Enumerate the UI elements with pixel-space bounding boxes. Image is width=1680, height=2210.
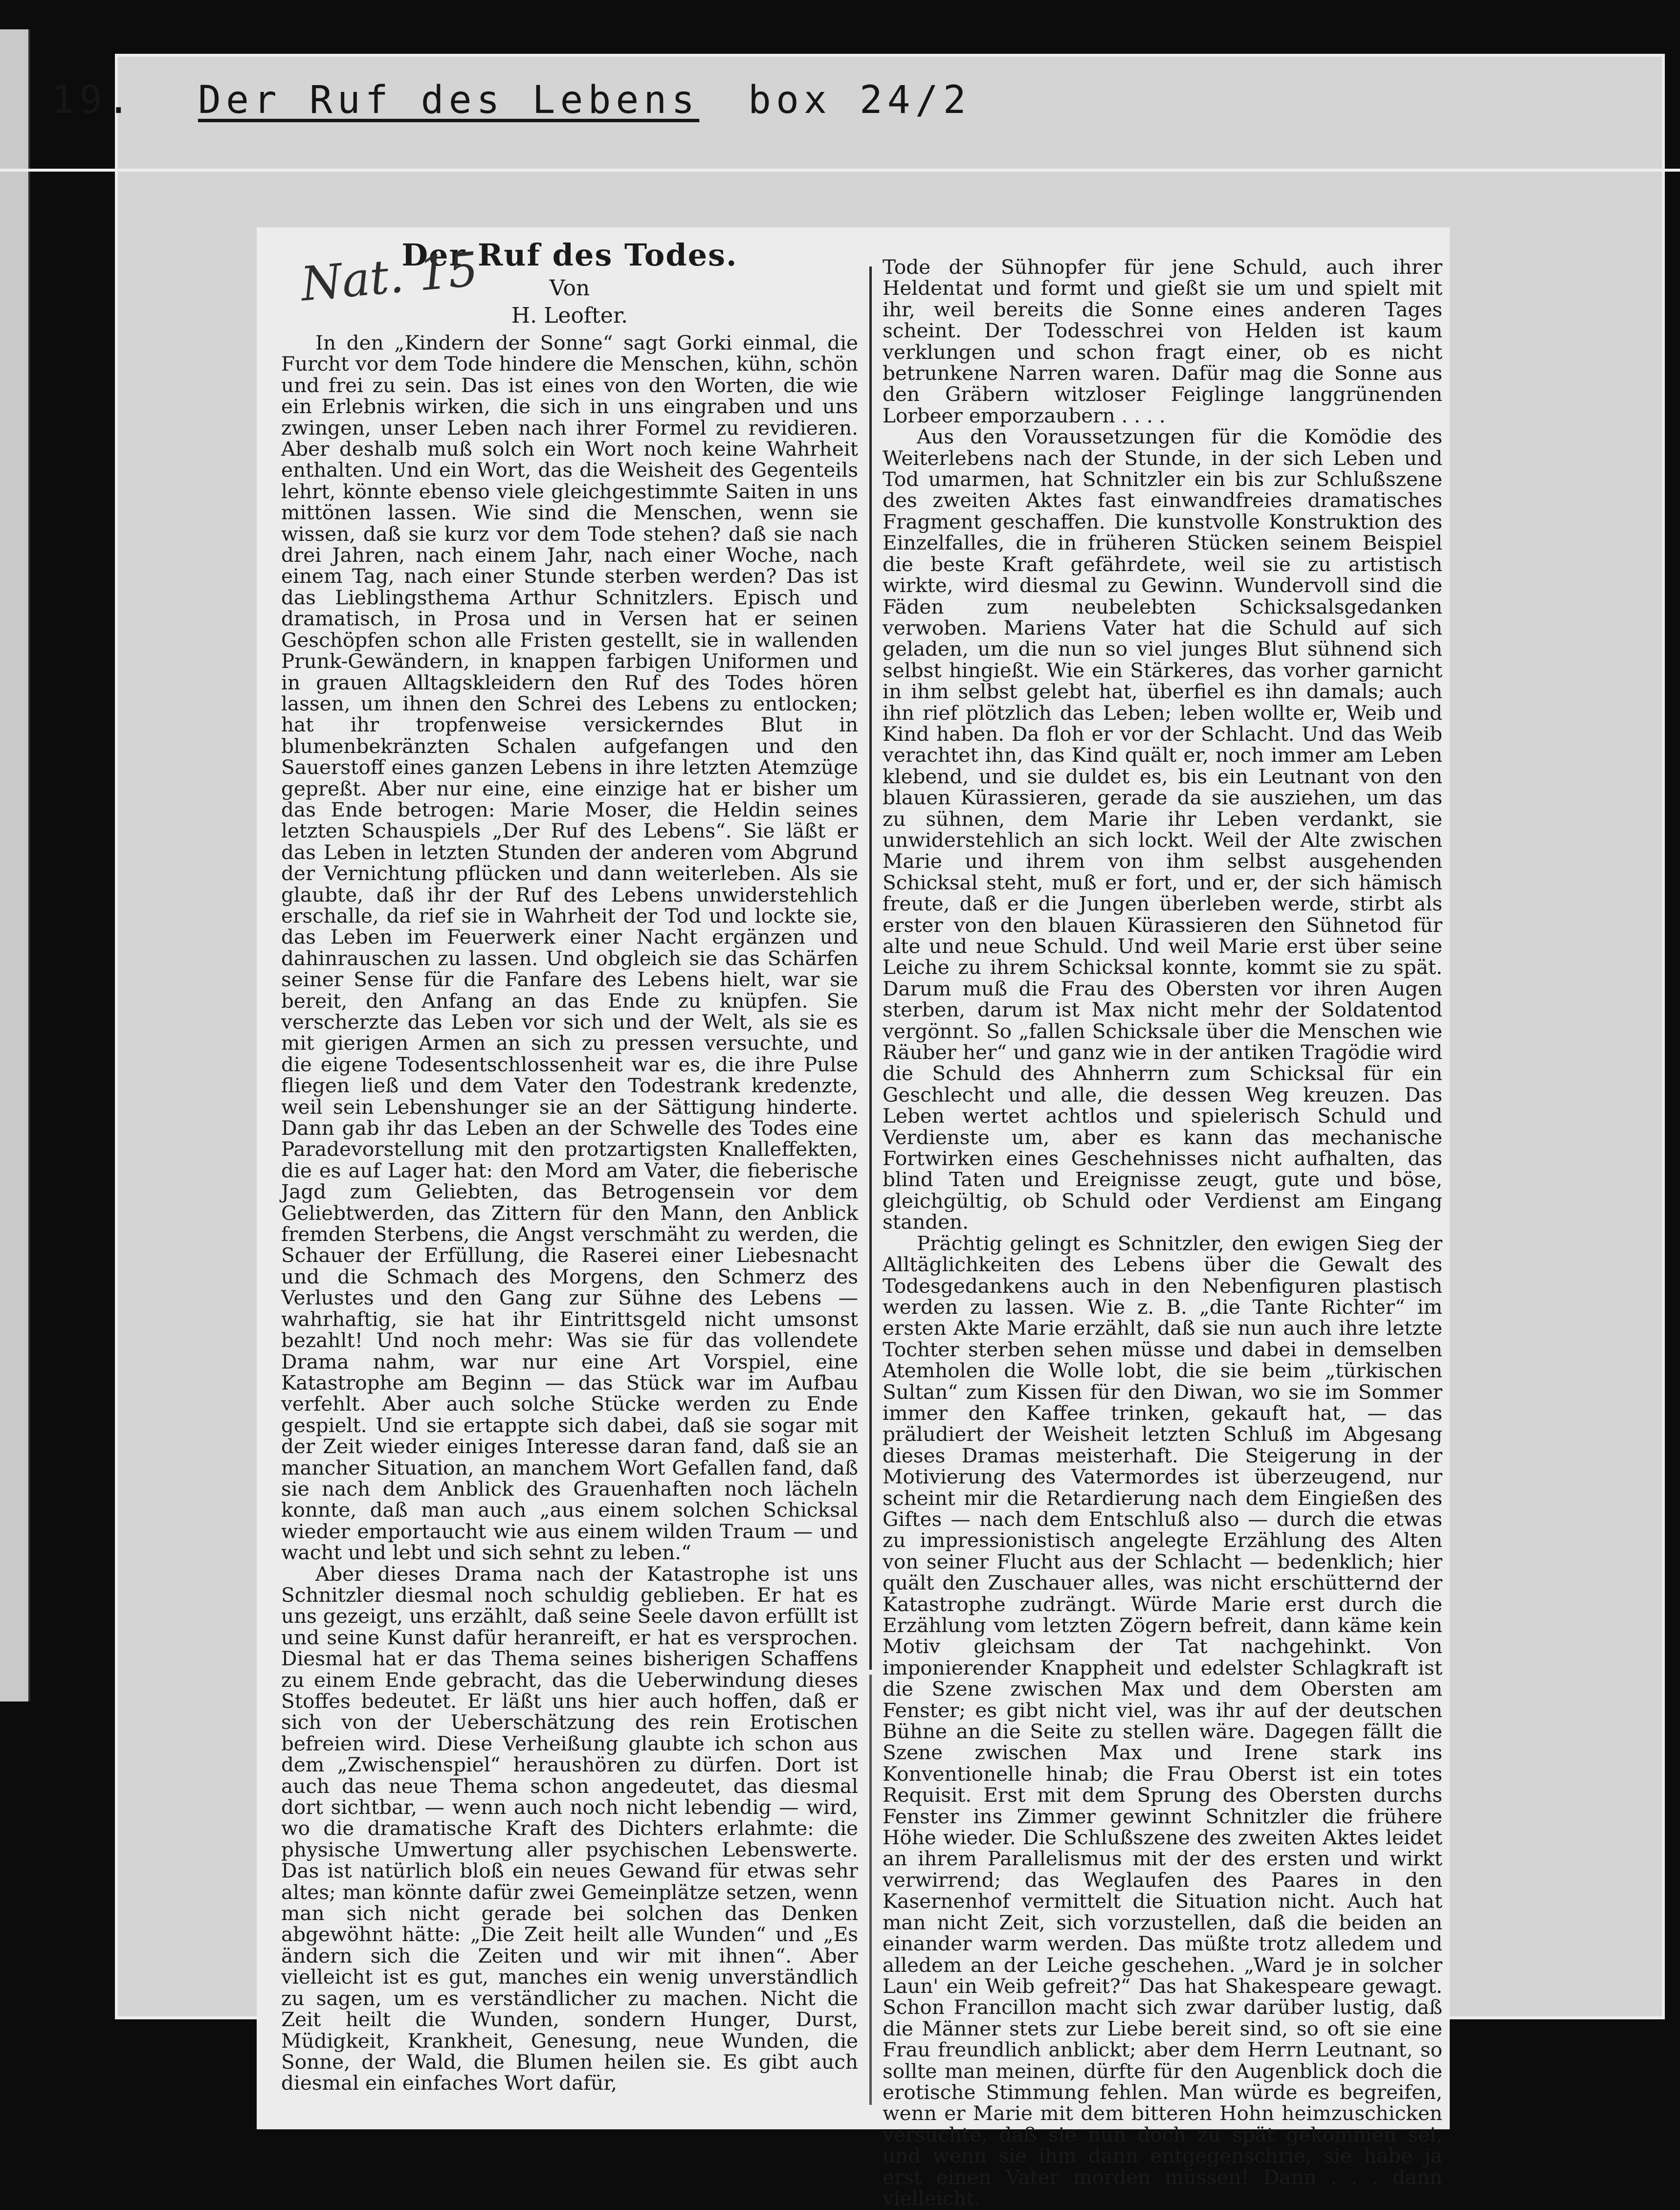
article-column-left: [281, 227, 858, 2115]
handwritten-note: Nat. 15: [298, 242, 481, 312]
article-title: Der Ruf des Todes.: [401, 237, 738, 273]
column-divider: [869, 266, 872, 1670]
article-paragraph: Prächtig gelingt es Schnitzler, den ewigen Sieg der Alltäglichkeiten des Lebens über die Gewalt des Todesgedankens auch in den Nebenfiguren plastisch werden zu lassen. Wie z. B. „die Tante Richter“ im ersten Akte Marie erzählt, daß sie nun auch ihre letzte Tochter sterben sehen müsse und dabei in demselben Atemholen die Wolle lobt, die sie beim „türkischen Sultan“ zum Kissen für den Diwan, wo sie im Sommer immer den Kaffee trinken, gekauft hat, — das präludiert der Weisheit letzten Schluß im Abgesang dieses Dramas meisterhaft. Die Steigerung in der Motivierung des Vatermordes ist überzeugend, nur scheint mir die Retardierung nach dem Eingießen des Giftes — nach dem Entschluß also — durch die etwas zu impressionistisch angelegte Erzählung des Alten von seiner Flucht aus der Schlacht — bedenklich; hier quält den Zuschauer alles, was nicht erschütternd der Katastrophe zudrängt. Würde Marie erst durch die Erzählung vom letzten Zögern befreit, dann käme kein Motiv gleichsam der Tat nachgehinkt. Von imponierender Knappheit und edelster Schlagkraft ist die Szene zwischen Max und dem Obersten am Fenster; es gibt nicht viel, was ihr auf der deutschen Bühne an die Seite zu stellen wäre. Dagegen fällt die Szene zwischen Max und Irene stark ins Konventionelle hinab; die Frau Oberst ist ein totes Requisit. Erst mit dem Sprung des Obersten durchs Fenster ins Zimmer gewinnt Schnitzler die frühere Höhe wieder. Die Schlußszene des zweiten Aktes leidet an ihrem Parallelismus mit der des ersten und wirkt verwirrend; das Weglaufen des Paares in den Kasernenhof vermittelt die Situation nicht. Auch hat man nicht Zeit, sich vorzustellen, daß die beiden an einander warm werden. Das müßte trotz alledem und alledem an der Leiche geschehen. „Ward je in solcher Laun' ein Weib gefreit?“ Das hat Shakespeare gewagt. Schon Francillon macht sich zwar darüber lustig, daß die Männer stets zur Liebe bereit sind, so oft sie eine Frau freundlich anblickt; aber dem Herrn Leutnant, so sollte man meinen, dürfte für den Augenblick doch die erotische Stimmung fehlen. Man würde es begreifen, wenn er Marie mit dem bitteren Hohn heimzuschicken versuchte, daß sie nun doch zu spät gekommen sei, und wenn sie ihm dann entgegenschrie, sie habe ja erst einen Vater morden müssen! Dann . . . dann vielleicht.: [883, 1231, 1442, 2210]
column-divider-lower: [869, 1675, 872, 2105]
article-paragraph: In den „Kindern der Sonne“ sagt Gorki einmal, die Furcht vor dem Tode hindere die Menschen, kühn, schön und frei zu sein. Das ist eines von den Worten, die wie ein Erlebnis wirken, die sich in uns eingraben und uns zwingen, unser Leben nach ihrer Formel zu revidieren. Aber deshalb muß solch ein Wort noch keine Wahrheit enthalten. Und ein Wort, das die Weisheit des Gegenteils lehrt, könnte ebenso viele gleichgestimmte Saiten in uns mittönen lassen. Wie sind die Menschen, wenn sie wissen, daß sie kurz vor dem Tode stehen? daß sie nach drei Jahren, nach einem Jahr, nach einer Woche, nach einem Tag, nach einer Stunde sterben werden? Das ist das Lieblingsthema Arthur Schnitzlers. Episch und dramatisch, in Prosa und in Versen hat er seinen Geschöpfen schon alle Fristen gestellt, sie in wallenden Prunk-Gewändern, in knappen farbigen Uniformen und in grauen Alltagskleidern den Ruf des Todes hören lassen, um ihnen den Schrei des Lebens zu entlocken; hat ihr tropfenweise versickerndes Blut in blumenbekränzten Schalen aufgefangen und den Sauerstoff eines ganzen Lebens in ihre letzten Atemzüge gepreßt. Aber nur eine, eine einzige hat er bisher um das Ende betrogen: Marie Moser, die Heldin seines letzten Schauspiels „Der Ruf des Lebens“. Sie läßt er das Leben in letzten Stunden der anderen vom Abgrund der Vernichtung pflücken und dann weiterleben. Als sie glaubte, daß ihr der Ruf des Lebens unwiderstehlich erschalle, da rief sie in Wahrheit der Tod und lockte sie, das Leben im Feuerwerk einer Nacht ergänzen und dahinrauschen zu lassen. Und obgleich sie das Schärfen seiner Sense für die Fanfare des Lebens hielt, war sie bereit, den Anfang an das Ende zu knüpfen. Sie verscherzte das Leben vor sich und der Welt, als sie es mit gierigen Armen an sich zu pressen versuchte, und die eigene Todesentschlossenheit war es, die ihre Pulse fliegen ließ und dem Vater den Todestrank kredenzte, weil sein Lebenshunger sie an der Sättigung hinderte. Dann gab ihr das Leben an der Schwelle des Todes eine Paradevorstellung mit den protzartigsten Knalleffekten, die es auf Lager hat: den Mord am Vater, die fieberische Jagd zum Geliebten, das Betrogensein vor dem Geliebtwerden, das Zittern für den Mann, den Anblick fremden Sterbens, die Angst verschmäht zu werden, die Schauer der Erfüllung, die Raserei einer Liebesnacht und die Schmach des Morgens, den Schmerz des Verlustes und den Gang zur Sühne des Lebens — wahrhaftig, sie hat ihr Eintrittsgeld nicht umsonst bezahlt! Und noch mehr: Was sie für das vollendete Drama nahm, war nur eine Art Vorspiel, eine Katastrophe am Beginn — das Stück war im Aufbau verfehlt. Aber auch solche Stücke werden zu Ende gespielt. Und sie ertappte sich dabei, daß sie sogar mit der Zeit wieder einiges Interesse daran fand, daß sie an mancher Situation, an manchem Wort Gefallen fand, daß sie nach dem Anblick des Grauenhaften noch lächeln konnte, daß man auch „aus einem solchen Schicksal wieder emportaucht wie aus einem wilden Traum — und wacht und lebt und sich sehnt zu leben.“: [281, 331, 858, 1565]
newspaper-clipping: [257, 227, 1450, 2210]
article-paragraph: Aber dieses Drama nach der Katastrophe ist uns Schnitzler diesmal noch schuldig geblieben. Er hat es uns gezeigt, uns erzählt, daß seine Seele davon erfüllt ist und seine Kunst dafür heranreift, er hat es versprochen. Diesmal hat er das Thema seines bisherigen Schaffens zu einem Ende gebracht, das die Ueberwindung dieses Stoffes bedeutet. Er läßt uns hier auch hoffen, daß er sich von der Ueberschätzung des rein Erotischen befreien wird. Diese Verheißung glaubte ich schon aus dem „Zwischenspiel“ heraushören zu dürfen. Dort ist auch das neue Thema schon angedeutet, das diesmal dort sichtbar, — wenn auch noch nicht lebendig — wird, wo die dramatische Kraft des Dichters erlahmte: die physische Umwertung aller psychischen Lebenswerte. Das ist natürlich bloß ein neues Gewand für etwas sehr altes; man könnte dafür zwei Gemeinplätze setzen, wenn man sich nicht gerade bei solchen das Denken abgewöhnt hätte: „Die Zeit heilt alle Wunden“ und „Es ändern sich die Zeiten und wir mit ihnen“. Aber vielleicht ist es gut, manches ein wenig unverständlich zu sagen, um es verständlicher zu machen. Nicht die Zeit heilt die Wunden, sondern Hunger, Durst, Müdigkeit, Krankheit, Genesung, neue Wunden, die Sonne, der Wald, die Blumen heilen sie. Es gibt auch diesmal ein einfaches Wort dafür,: [281, 1562, 858, 2095]
article-paragraph: Aus den Voraussetzungen für die Komödie des Weiterlebens nach der Stunde, in der sich Leben und Tod umarmen, hat Schnitzler ein bis zur Schlußszene des zweiten Aktes fast einwandfreies dramatisches Fragment geschaffen. Die kunstvolle Konstruktion des Einzelfalles, die in früheren Stücken seinem Beispiel die beste Kraft gefährdete, weil sie zu artistisch wirkte, wird diesmal zu Gewinn. Wundervoll sind die Fäden zum neubelebten Schicksalsgedanken verwoben. Mariens Vater hat die Schuld auf sich geladen, um die nun so viel junges Blut sühnend sich selbst hingießt. Wie ein Stärkeres, das vorher garnicht in ihm selbst gelebt hat, überfiel es ihn damals; auch ihn rief plötzlich das Leben; leben wollte er, Weib und Kind haben. Da floh er vor der Schlacht. Und das Weib verachtet ihn, das Kind quält er, noch immer am Leben klebend, und sie duldet es, bis ein Leutnant von den blauen Kürassieren, gerade da sie ausziehen, um das zu sühnen, dem Marie ihr Leben verdankt, sie unwiderstehlich an sich lockt. Weil der Alte zwischen Marie und ihrem von ihm selbst ausgehenden Schicksal steht, muß er fort, und er, der sich hämisch freute, daß er die Jungen überleben werde, stirbt als erster von den blauen Kürassieren den Sühnetod für alte und neue Schuld. Und weil Marie erst über seine Leiche zu ihrem Schicksal konnte, kommt sie zu spät. Darum muß die Frau des Obersten vor ihren Augen sterben, darum ist Max nicht mehr der Soldatentod vergönnt. So „fallen Schicksale über die Menschen wie Räuber her“ und ganz wie in der antiken Tragödie wird die Schuld des Ahnherrn zum Schicksal für ein Geschlecht und alle, die dessen Weg kreuzen. Das Leben wertet achtlos und spielerisch Schuld und Verdienste um, aber es kann das mechanische Fortwirken eines Geschehnisses nicht aufhalten, das blind Taten und Ereignisse zeugt, gute und böse, gleichgültig, ob Schuld oder Verdienst am Eingang standen.: [883, 425, 1442, 1234]
archive-header: [51, 68, 1049, 127]
adjacent-page-edge: [0, 29, 30, 1702]
article-byline: Von: [549, 276, 590, 301]
archive-number: 19.: [51, 78, 135, 122]
header-divider: [0, 169, 1680, 172]
article-author: H. Leofter.: [511, 303, 628, 328]
archive-box-label: box 24/2: [748, 78, 971, 122]
archive-title: Der Ruf des Lebens: [198, 78, 700, 122]
article-column-right: [883, 255, 1442, 2210]
article-paragraph: Tode der Sühnopfer für jene Schuld, auch ihrer Heldentat und formt und gießt sie um und spielt mit ihr, weil bereits die Sonne eines anderen Tages scheint. Der Todesschrei von Helden ist kaum verklungen und schon fragt einer, ob es nicht betrunkene Narren waren. Dafür mag die Sonne aus den Gräbern witzloser Feiglinge langgrünenden Lorbeer emporzaubern . . . .: [883, 255, 1442, 427]
